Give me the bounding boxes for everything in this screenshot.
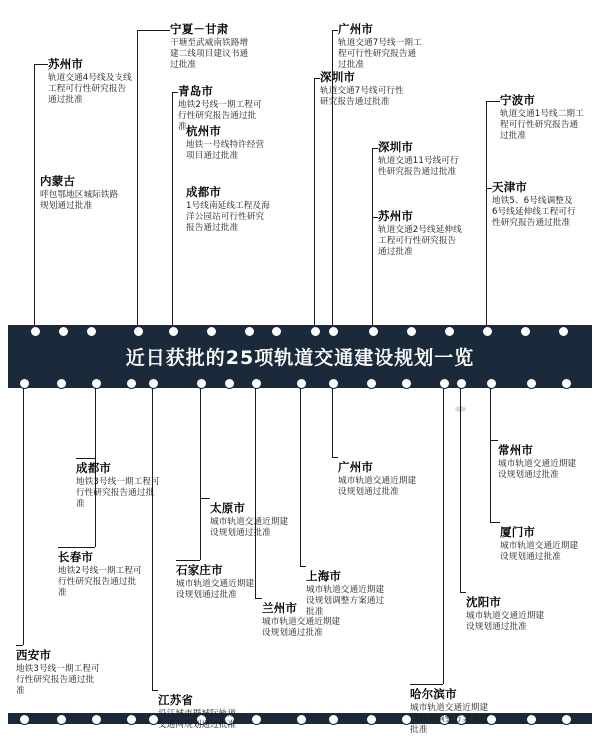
timeline-entry-bottom-1 <box>58 550 144 599</box>
connector-line-bottom-0 <box>23 388 24 645</box>
connector-line-bottom-2 <box>95 388 96 458</box>
connector-stub-bottom-9 <box>410 684 443 685</box>
banner-title: 近日获批的25项轨道交通建设规划一览 <box>125 347 475 369</box>
timeline-entry-bottom-8 <box>338 460 424 498</box>
connector-stub-bottom-4 <box>176 560 200 561</box>
connector-line-top-11 <box>486 188 487 325</box>
timeline-tick-middle-2 <box>91 378 102 389</box>
entry-body: 地铁一号线特许经营项目通过批准 <box>186 139 265 161</box>
timeline-tick-middle-7 <box>251 378 262 389</box>
connector-line-top-5 <box>172 193 173 325</box>
entry-title: 广州市 <box>338 22 374 36</box>
timeline-entry-top-9 <box>378 209 464 258</box>
timeline-tick-middle-6 <box>224 378 235 389</box>
timeline-tick-middle-4 <box>148 378 159 389</box>
timeline-tick-bottom-7 <box>251 714 262 725</box>
entry-body: 1号线南延线工程及海洋公园站可行性研究报告通过批准 <box>186 200 270 233</box>
entry-title: 杭州市 <box>186 124 222 138</box>
connector-line-bottom-8 <box>332 388 333 457</box>
entry-body: 地铁2号线一期工程可行性研究报告通过批准 <box>58 565 142 598</box>
entry-title: 兰州市 <box>262 601 298 615</box>
entry-body: 沿江城市群城际轨道交通网规划通过批准 <box>158 708 237 730</box>
timeline-entry-top-2 <box>170 22 256 71</box>
timeline-entry-top-5 <box>186 185 272 234</box>
timeline-tick-middle-5 <box>196 378 207 389</box>
connector-stub-bottom-1 <box>58 547 95 548</box>
connector-line-bottom-9 <box>443 388 444 684</box>
timeline-entry-top-8 <box>378 140 464 178</box>
entry-body: 地铁2号线一期工程可行性研究报告通过批准 <box>178 99 262 132</box>
entry-title: 宁波市 <box>500 93 536 107</box>
entry-title: 长春市 <box>58 550 94 564</box>
entry-body: 地铁3号线一期工程可行性研究报告通过批准 <box>76 476 160 509</box>
timeline-tick-middle-10 <box>366 378 377 389</box>
entry-body: 轨道交通4号线及支线工程可行性研究报告通过批准 <box>48 72 132 105</box>
timeline-tick-bottom-10 <box>366 714 377 725</box>
entry-body: 城市轨道交通近期建设规划通过批准 <box>500 540 579 562</box>
entry-body: 轨道交通7号线一期工程可行性研究报告通过批准 <box>338 37 422 70</box>
timeline-entry-top-10 <box>500 93 586 142</box>
entry-body: 城市轨道交通近期建设规划通过批准 <box>262 616 341 638</box>
connector-stub-bottom-10 <box>460 592 466 593</box>
timeline-entry-bottom-4 <box>176 563 262 601</box>
entry-title: 太原市 <box>210 501 246 515</box>
entry-title: 成都市 <box>186 185 222 199</box>
timeline-tick-middle-11 <box>401 378 412 389</box>
timeline-entry-top-6 <box>338 22 424 71</box>
connector-stub-top-10 <box>486 101 500 102</box>
timeline-entry-top-0 <box>40 174 126 212</box>
timeline-entry-bottom-9 <box>410 687 496 736</box>
timeline-tick-middle-0 <box>19 378 30 389</box>
timeline-tick-middle-16 <box>561 378 572 389</box>
entry-body: 轨道交通1号线二期工程可行性研究报告通过批准 <box>500 108 584 141</box>
timeline-tick-middle-3 <box>126 378 137 389</box>
entry-body: 轨道交通11号线可行性研究报告通过批准 <box>378 155 459 177</box>
title-banner <box>8 336 592 377</box>
timeline-bar-top <box>8 325 592 336</box>
timeline-entry-bottom-0 <box>16 648 102 697</box>
connector-stub-bottom-7 <box>300 566 306 567</box>
timeline-bar-bottom <box>8 713 592 724</box>
connector-stub-bottom-0 <box>16 645 23 646</box>
timeline-entry-bottom-7 <box>306 569 392 618</box>
connector-stub-bottom-8 <box>332 457 338 458</box>
timeline-entry-top-4 <box>186 124 272 162</box>
entry-title: 宁夏－甘肃 <box>170 22 229 36</box>
entry-body: 城市轨道交通近期建设规划调整方案通过批准 <box>306 584 385 617</box>
entry-body: 城市轨道交通近期建设规划调整方案通过批准 <box>410 702 489 735</box>
connector-line-bottom-7 <box>300 388 301 566</box>
timeline-entry-bottom-12 <box>498 443 584 481</box>
timeline-entry-top-1 <box>48 57 134 106</box>
entry-title: 哈尔滨市 <box>410 687 457 701</box>
entry-title: 广州市 <box>338 460 374 474</box>
entry-body: 城市轨道交通近期建设规划通过批准 <box>498 458 577 480</box>
timeline-entry-bottom-10 <box>466 595 552 633</box>
timeline-tick-middle-14 <box>486 378 497 389</box>
connector-line-top-9 <box>372 217 373 325</box>
entry-title: 石家庄市 <box>176 563 223 577</box>
timeline-entry-bottom-5 <box>210 501 296 539</box>
timeline-entry-bottom-3 <box>158 693 244 731</box>
connector-line-bottom-10 <box>460 388 461 592</box>
connector-stub-bottom-12 <box>490 440 498 441</box>
entry-body: 城市轨道交通近期建设规划通过批准 <box>338 475 417 497</box>
timeline-tick-middle-13 <box>456 378 467 389</box>
entry-body: 地铁5、6号线调整及6号线延伸线工程可行性研究报告通过批准 <box>492 195 576 228</box>
entry-body: 地铁3号线一期工程可行性研究报告通过批准 <box>16 663 100 696</box>
timeline-tick-bottom-2 <box>91 714 102 725</box>
entry-body: 轨道交通2号线延伸线工程可行性研究报告通过批准 <box>378 224 462 257</box>
entry-body: 城市轨道交通近期建设规划通过批准 <box>176 578 255 600</box>
connector-line-top-2 <box>137 30 138 325</box>
timeline-entry-top-11 <box>492 180 578 229</box>
connector-line-bottom-3 <box>152 388 153 690</box>
timeline-tick-bottom-15 <box>526 714 537 725</box>
entry-title: 天津市 <box>492 180 528 194</box>
entry-title: 江苏省 <box>158 693 194 707</box>
entry-title: 青岛市 <box>178 84 214 98</box>
entry-title: 成都市 <box>76 461 112 475</box>
timeline-tick-bottom-1 <box>56 714 67 725</box>
timeline-tick-bottom-16 <box>561 714 572 725</box>
entry-body: 城市轨道交通近期建设规划通过批准 <box>466 610 545 632</box>
entry-title: 深圳市 <box>378 140 414 154</box>
entry-title: 厦门市 <box>500 525 536 539</box>
timeline-tick-middle-8 <box>296 378 307 389</box>
timeline-tick-bottom-0 <box>19 714 30 725</box>
entry-body: 轨道交通7号线可行性研究报告通过批准 <box>320 85 404 107</box>
entry-title: 沈阳市 <box>466 595 502 609</box>
connector-stub-bottom-2 <box>76 458 95 459</box>
entry-title: 常州市 <box>498 443 534 457</box>
timeline-tick-middle-15 <box>526 378 537 389</box>
timeline-entry-bottom-11 <box>500 525 586 563</box>
entry-body: 城市轨道交通近期建设规划通过批准 <box>210 516 289 538</box>
entry-body: 呼包鄂地区城际铁路规划通过批准 <box>40 189 119 211</box>
connector-line-top-7 <box>314 78 315 325</box>
connector-stub-bottom-11 <box>490 522 500 523</box>
entry-title: 西安市 <box>16 648 52 662</box>
timeline-bar-middle <box>8 377 592 388</box>
timeline-tick-bottom-9 <box>328 714 339 725</box>
entry-body: 干塘至武威南铁路增建二线项目建议书通过批准 <box>170 37 249 70</box>
connector-stub-top-2 <box>137 30 170 31</box>
timeline-tick-bottom-3 <box>126 714 137 725</box>
timeline-entry-top-7 <box>320 70 406 108</box>
connector-line-bottom-5 <box>200 388 201 498</box>
timeline-tick-middle-9 <box>328 378 339 389</box>
connector-line-bottom-12 <box>490 388 491 440</box>
entry-title: 苏州市 <box>48 57 84 71</box>
entry-title: 苏州市 <box>378 209 414 223</box>
entry-title: 上海市 <box>306 569 342 583</box>
connector-line-top-1 <box>34 64 35 325</box>
entry-title: 深圳市 <box>320 70 356 84</box>
timeline-tick-middle-1 <box>56 378 67 389</box>
connector-stub-bottom-3 <box>152 690 158 691</box>
timeline-entry-bottom-2 <box>76 461 162 510</box>
entry-title: 内蒙古 <box>40 174 76 188</box>
connector-stub-top-1 <box>34 64 48 65</box>
timeline-tick-bottom-8 <box>296 714 307 725</box>
timeline-tick-middle-12 <box>439 378 450 389</box>
connector-stub-bottom-5 <box>200 498 210 499</box>
